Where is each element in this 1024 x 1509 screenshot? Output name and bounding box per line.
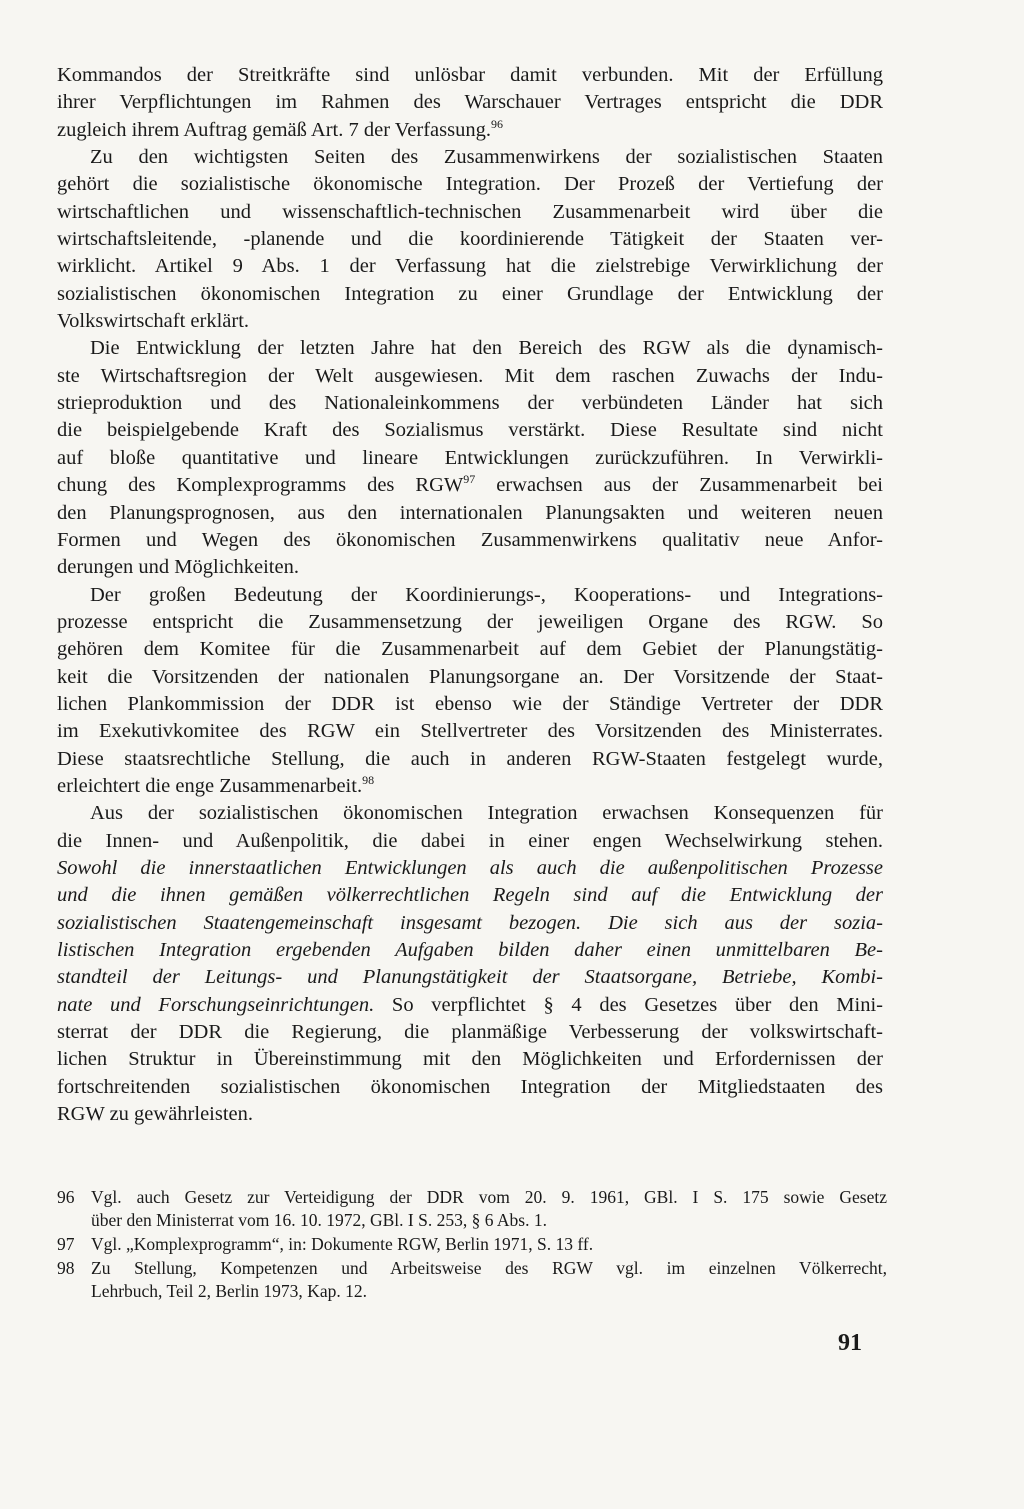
text-line [57, 691, 883, 718]
line-text: Formen und Wegen des ökonomischen Zusammenwirkens qualitativ neue Anfor- [57, 528, 883, 551]
line-text: nate und Forschungseinrichtungen. [57, 993, 375, 1016]
text-line [57, 718, 883, 745]
text-line [57, 417, 883, 444]
text-line [57, 171, 883, 198]
footnote-number: 96 [57, 1187, 75, 1207]
text-line [57, 308, 883, 335]
text-line [57, 582, 883, 609]
line-text: sozialistischen ökonomischen Integration zu einer Grundlage der Entwicklung der [57, 282, 883, 305]
line-text: zugleich ihrem Auftrag gemäß Art. 7 der Verfassung. [57, 118, 491, 141]
footnote-line: Vgl. „Komplexprogramm“, in: Dokumente RGW, Berlin 1971, S. 13 ff. [91, 1234, 594, 1254]
text-line [57, 855, 883, 882]
line-text: chung des Komplexprogramms des RGW [57, 474, 464, 497]
text-line [57, 527, 883, 554]
text-line [57, 609, 883, 636]
line-text: wirklicht. Artikel 9 Abs. 1 der Verfassung hat die zielstrebige Verwirklichung der [57, 255, 883, 278]
footnote-reference[interactable]: 96 [490, 116, 503, 131]
footnote-reference[interactable]: 98 [362, 773, 375, 788]
text-line [57, 89, 883, 116]
footnote [57, 1233, 887, 1256]
line-text: sterrat der DDR die Regierung, die planmäßige Verbesserung der volkswirtschaft- [57, 1021, 883, 1044]
line-text: standteil der Leitungs- und Planungstätigkeit der Staatsorgane, Betriebe, Kombi- [57, 966, 883, 989]
text-line [57, 746, 883, 773]
text-line [57, 335, 883, 362]
line-text: Die Entwicklung der letzten Jahre hat den Bereich des RGW als die dynamisch- [90, 337, 883, 360]
line-text: strieproduktion und des Nationaleinkommens der verbündeten Länder hat sich [57, 392, 883, 415]
line-text: die Innen- und Außenpolitik, die dabei in einer engen Wechselwirkung stehen. [57, 829, 883, 852]
line-text: wirtschaftlichen und wissenschaftlich-technischen Zusammenarbeit wird über die [57, 200, 883, 223]
line-text: sozialistischen Staatengemeinschaft insgesamt bezogen. Die sich aus der sozia- [57, 911, 883, 934]
page-number: 91 [838, 1330, 862, 1356]
footnote-list [57, 1186, 887, 1303]
paragraph [57, 800, 883, 1128]
line-text: erleichtert die enge Zusammenarbeit. [57, 774, 363, 797]
paragraph [57, 582, 883, 801]
line-text: gehört die sozialistische ökonomische Integration. Der Prozeß der Vertiefung der [57, 173, 883, 196]
text-line [57, 664, 883, 691]
line-text: wirtschaftsleitende, -planende und die koordinierende Tätigkeit der Staaten ver- [57, 228, 883, 251]
text-line [57, 281, 883, 308]
footnote [57, 1186, 887, 1232]
text-line [57, 1101, 883, 1128]
line-text: lichen Plankommission der DDR ist ebenso wie der Ständige Vertreter der DDR [57, 692, 883, 715]
line-text: Aus der sozialistischen ökonomischen Integration erwachsen Konsequenzen für [90, 802, 883, 825]
line-text: den Planungsprognosen, aus den internationalen Planungsakten und weiteren neuen [57, 501, 883, 524]
footnote-text [91, 1186, 887, 1232]
footnote-line: Zu Stellung, Kompetenzen und Arbeitsweise des RGW vgl. im einzelnen Völkerrecht, [91, 1258, 887, 1278]
text-line [57, 800, 883, 827]
text-line [57, 390, 883, 417]
text-line [57, 773, 883, 800]
line-text: im Exekutivkomitee des RGW ein Stellvertreter des Vorsitzenden des Ministerrates. [57, 720, 883, 743]
text-line [57, 144, 883, 171]
line-text: Kommandos der Streitkräfte sind unlösbar damit verbunden. Mit der Erfüllung [57, 64, 883, 86]
line-text: fortschreitenden sozialistischen ökonomischen Integration der Mitgliedstaaten des [57, 1075, 883, 1098]
line-text: die beispielgebende Kraft des Sozialismus verstärkt. Diese Resultate sind nicht [57, 419, 883, 442]
line-text: listischen Integration ergebenden Aufgaben bilden daher einen unmittelbaren Be- [57, 939, 883, 961]
line-text: Volkswirtschaft erklärt. [57, 310, 250, 333]
text-line [57, 199, 883, 226]
text-line [57, 1046, 883, 1073]
footnote-number: 97 [57, 1234, 75, 1254]
text-line [57, 253, 883, 280]
footnote-line: über den Ministerrat vom 16. 10. 1972, GBl. I S. 253, § 6 Abs. 1. [91, 1210, 547, 1230]
footnote-number: 98 [57, 1258, 75, 1278]
text-line [57, 554, 883, 581]
text-line [57, 117, 883, 144]
line-text: gehören dem Komitee für die Zusammenarbeit auf dem Gebiet der Planungstätig- [57, 638, 883, 661]
text-line [57, 636, 883, 663]
text-line [57, 500, 883, 527]
text-line [57, 964, 883, 991]
line-text: derungen und Möglichkeiten. [57, 556, 299, 579]
text-line [57, 445, 883, 472]
footnote-line: Lehrbuch, Teil 2, Berlin 1973, Kap. 12. [91, 1281, 367, 1301]
text-line [57, 910, 883, 937]
paragraph-list [57, 62, 883, 1128]
line-text: Zu den wichtigsten Seiten des Zusammenwirkens der sozialistischen Staaten [90, 146, 883, 169]
line-text: prozesse entspricht die Zusammensetzung der jeweiligen Organe des RGW. So [57, 610, 883, 633]
footnotes [57, 1186, 887, 1304]
text-line [57, 1019, 883, 1046]
line-text: keit die Vorsitzenden der nationalen Planungsorgane an. Der Vorsitzende der Staat- [57, 665, 883, 688]
body-text [57, 62, 883, 1128]
line-text: RGW zu gewährleisten. [57, 1103, 254, 1126]
text-line [57, 828, 883, 855]
text-line [57, 1074, 883, 1101]
text-line [57, 62, 883, 89]
line-text: Diese staatsrechtliche Stellung, die auch in anderen RGW-Staaten festgelegt wurde, [57, 747, 883, 770]
line-text: ihrer Verpflichtungen im Rahmen des Warschauer Vertrages entspricht die DDR [57, 91, 883, 114]
line-text: und die ihnen gemäßen völkerrechtlichen Regeln sind auf die Entwicklung der [57, 884, 883, 907]
line-text: ste Wirtschaftsregion der Welt ausgewiesen. Mit dem raschen Zuwachs der Indu- [57, 364, 883, 387]
paragraph [57, 144, 883, 335]
text-line [57, 882, 883, 909]
footnote-text [91, 1257, 887, 1303]
line-text-continuation: So verpflichtet § 4 des Gesetzes über den Mini- [374, 993, 884, 1016]
text-line [57, 992, 883, 1019]
line-text: lichen Struktur in Übereinstimmung mit den Möglichkeiten und Erfordernissen der [57, 1048, 883, 1071]
footnote-reference[interactable]: 97 [463, 472, 476, 487]
line-text: Sowohl die innerstaatlichen Entwicklungen als auch die außenpolitischen Prozesse [57, 856, 883, 879]
paragraph [57, 62, 883, 144]
text-line [57, 226, 883, 253]
paragraph [57, 335, 883, 581]
line-text: auf bloße quantitative und lineare Entwicklungen zurückzuführen. In Verwirkli- [57, 446, 883, 469]
footnote-line: Vgl. auch Gesetz zur Verteidigung der DDR vom 20. 9. 1961, GBl. I S. 175 sowie Gesetz [91, 1187, 887, 1207]
footnote-text [91, 1233, 887, 1256]
line-text: Der großen Bedeutung der Koordinierungs-, Kooperations- und Integrations- [90, 583, 883, 606]
line-text-continuation: erwachsen aus der Zusammenarbeit bei [475, 474, 883, 497]
text-line [57, 472, 883, 499]
text-line [57, 363, 883, 390]
footnote [57, 1257, 887, 1303]
text-line [57, 937, 883, 964]
